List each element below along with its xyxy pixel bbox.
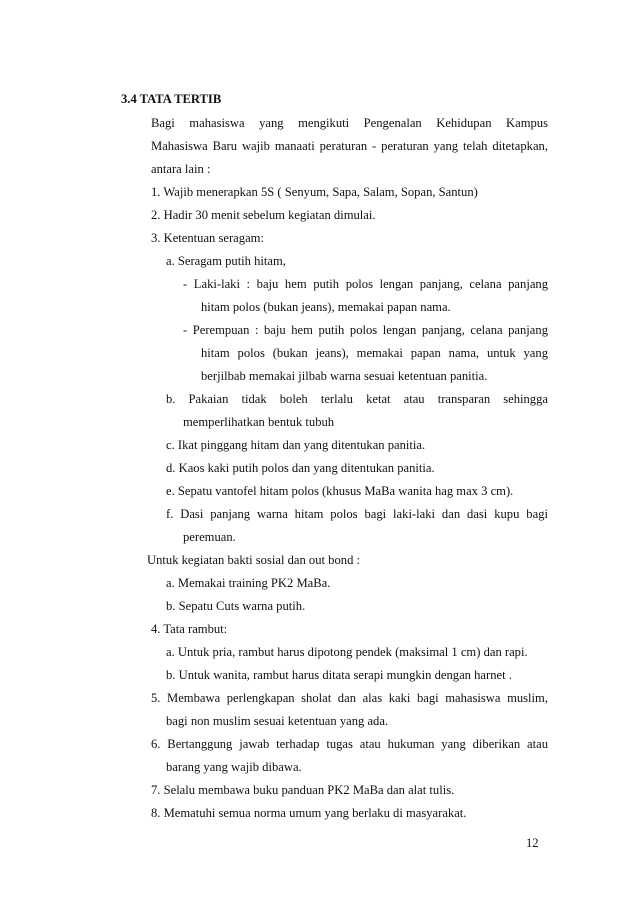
list-item-3f-line-1: f. Dasi panjang warna hitam polos bagi laki-laki dan dasi kupu bagi xyxy=(166,507,548,521)
list-item-4b: b. Untuk wanita, rambut harus ditata serapi mungkin dengan harnet . xyxy=(166,668,512,682)
section-title: 3.4 TATA TERTIB xyxy=(121,92,222,106)
intro-line-1: Bagi mahasiswa yang mengikuti Pengenalan Kehidupan Kampus xyxy=(151,116,548,130)
list-item-1: 1. Wajib menerapkan 5S ( Senyum, Sapa, Salam, Sopan, Santun) xyxy=(151,185,478,199)
list-item-3a-perempuan-line-1: - Perempuan : baju hem putih polos lengan panjang, celana panjang xyxy=(183,323,548,337)
list-item-6-line-2: barang yang wajib dibawa. xyxy=(166,760,302,774)
list-item-5-line-2: bagi non muslim sesuai ketentuan yang ada. xyxy=(166,714,389,728)
list-item-5-line-1: 5. Membawa perlengkapan sholat dan alas kaki bagi mahasiswa muslim, xyxy=(151,691,548,705)
list-item-3a-perempuan-line-3: berjilbab memakai jilbab warna sesuai ketentuan panitia. xyxy=(201,369,488,383)
intro-line-3: antara lain : xyxy=(151,162,211,176)
list-item-3e: e. Sepatu vantofel hitam polos (khusus MaBa wanita hag max 3 cm). xyxy=(166,484,514,498)
list-item-7: 7. Selalu membawa buku panduan PK2 MaBa dan alat tulis. xyxy=(151,783,455,797)
list-item-3b-line-1: b. Pakaian tidak boleh terlalu ketat atau transparan sehingga xyxy=(166,392,548,406)
list-item-3a-perempuan-line-2: hitam polos (bukan jeans), memakai papan nama, untuk yang xyxy=(201,346,548,360)
list-item-3a-laki-laki-line-2: hitam polos (bukan jeans), memakai papan nama. xyxy=(201,300,451,314)
list-item-4a: a. Untuk pria, rambut harus dipotong pendek (maksimal 1 cm) dan rapi. xyxy=(166,645,528,659)
bakti-item-a: a. Memakai training PK2 MaBa. xyxy=(166,576,331,590)
list-item-4: 4. Tata rambut: xyxy=(151,622,228,636)
list-item-8: 8. Mematuhi semua norma umum yang berlaku di masyarakat. xyxy=(151,806,467,820)
page-number: 12 xyxy=(526,836,539,850)
list-item-3f-line-2: peremuan. xyxy=(183,530,236,544)
list-item-2: 2. Hadir 30 menit sebelum kegiatan dimulai. xyxy=(151,208,376,222)
list-item-3d: d. Kaos kaki putih polos dan yang ditentukan panitia. xyxy=(166,461,435,475)
bakti-item-b: b. Sepatu Cuts warna putih. xyxy=(166,599,306,613)
list-item-3a-laki-laki-line-1: - Laki-laki : baju hem putih polos lengan panjang, celana panjang xyxy=(183,277,548,291)
list-item-3a: a. Seragam putih hitam, xyxy=(166,254,286,268)
list-item-3: 3. Ketentuan seragam: xyxy=(151,231,264,245)
list-item-3c: c. Ikat pinggang hitam dan yang ditentukan panitia. xyxy=(166,438,426,452)
list-item-3b-line-2: memperlihatkan bentuk tubuh xyxy=(183,415,335,429)
bakti-sosial-intro: Untuk kegiatan bakti sosial dan out bond : xyxy=(147,553,361,567)
intro-line-2: Mahasiswa Baru wajib manaati peraturan - peraturan yang telah ditetapkan, xyxy=(151,139,548,153)
list-item-6-line-1: 6. Bertanggung jawab terhadap tugas atau hukuman yang diberikan atau xyxy=(151,737,548,751)
